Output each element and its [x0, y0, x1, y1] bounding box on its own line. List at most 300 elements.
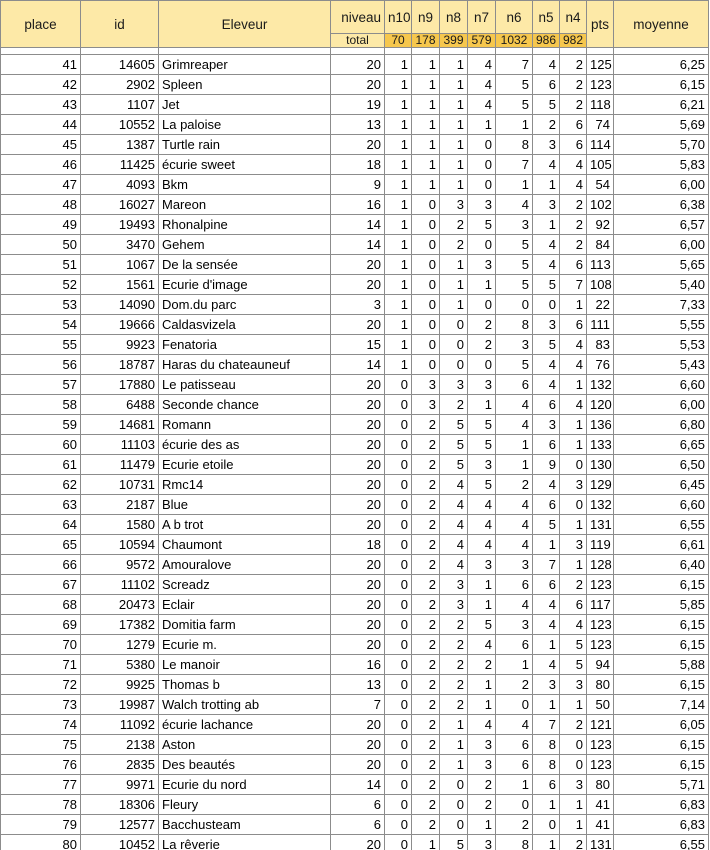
cell-eleveur[interactable]: Rhonalpine: [159, 215, 331, 235]
cell-n7[interactable]: 2: [468, 655, 496, 675]
cell-n7[interactable]: 1: [468, 275, 496, 295]
cell-n8[interactable]: 2: [440, 635, 468, 655]
cell-n4[interactable]: 3: [560, 475, 587, 495]
cell-place[interactable]: 47: [1, 175, 81, 195]
table-row[interactable]: [1, 535, 709, 555]
cell-id[interactable]: 14090: [81, 295, 159, 315]
cell-n5[interactable]: 4: [533, 155, 560, 175]
cell-n9[interactable]: 0: [412, 315, 440, 335]
cell-n8[interactable]: 2: [440, 235, 468, 255]
cell-pts[interactable]: 41: [587, 815, 614, 835]
cell-n4[interactable]: 2: [560, 75, 587, 95]
cell-n9[interactable]: 3: [412, 395, 440, 415]
table-row[interactable]: [1, 175, 709, 195]
cell-n6[interactable]: 3: [496, 215, 533, 235]
cell-id[interactable]: 1107: [81, 95, 159, 115]
table-row[interactable]: [1, 55, 709, 75]
cell-id[interactable]: 14605: [81, 55, 159, 75]
cell-n10[interactable]: 1: [385, 335, 412, 355]
header-total[interactable]: total: [331, 34, 385, 48]
cell-n9[interactable]: 0: [412, 255, 440, 275]
cell-n7[interactable]: 3: [468, 735, 496, 755]
header-moyenne[interactable]: moyenne: [614, 1, 709, 48]
cell-n8[interactable]: 4: [440, 475, 468, 495]
cell-pts[interactable]: 111: [587, 315, 614, 335]
cell-n6[interactable]: 6: [496, 375, 533, 395]
cell-eleveur[interactable]: Walch trotting ab: [159, 695, 331, 715]
cell-niveau[interactable]: 13: [331, 115, 385, 135]
cell-n4[interactable]: 2: [560, 55, 587, 75]
cell-n5[interactable]: 7: [533, 715, 560, 735]
cell-n10[interactable]: 0: [385, 575, 412, 595]
cell-n9[interactable]: 2: [412, 535, 440, 555]
cell-n6[interactable]: 5: [496, 275, 533, 295]
cell-pts[interactable]: 131: [587, 515, 614, 535]
cell-niveau[interactable]: 20: [331, 375, 385, 395]
cell-n9[interactable]: 0: [412, 215, 440, 235]
cell-place[interactable]: 43: [1, 95, 81, 115]
cell-pts[interactable]: 132: [587, 375, 614, 395]
cell-moyenne[interactable]: 5,69: [614, 115, 709, 135]
cell-n4[interactable]: 2: [560, 195, 587, 215]
cell-eleveur[interactable]: Caldasvizela: [159, 315, 331, 335]
cell-niveau[interactable]: 6: [331, 815, 385, 835]
cell-place[interactable]: 54: [1, 315, 81, 335]
cell-n5[interactable]: 6: [533, 435, 560, 455]
cell-place[interactable]: 75: [1, 735, 81, 755]
cell-place[interactable]: 77: [1, 775, 81, 795]
cell-eleveur[interactable]: Bkm: [159, 175, 331, 195]
cell-n4[interactable]: 2: [560, 95, 587, 115]
cell-n8[interactable]: 5: [440, 835, 468, 850]
cell-n5[interactable]: 1: [533, 835, 560, 850]
header-niveau[interactable]: niveau: [331, 1, 385, 34]
cell-pts[interactable]: 123: [587, 635, 614, 655]
total-n5[interactable]: 986: [533, 34, 560, 48]
table-row[interactable]: [1, 215, 709, 235]
cell-n9[interactable]: 0: [412, 235, 440, 255]
cell-id[interactable]: 9923: [81, 335, 159, 355]
cell-pts[interactable]: 92: [587, 215, 614, 235]
cell-n6[interactable]: 8: [496, 315, 533, 335]
cell-n5[interactable]: 3: [533, 675, 560, 695]
cell-n4[interactable]: 6: [560, 595, 587, 615]
cell-moyenne[interactable]: 7,14: [614, 695, 709, 715]
table-row[interactable]: [1, 295, 709, 315]
cell-n7[interactable]: 1: [468, 815, 496, 835]
cell-pts[interactable]: 113: [587, 255, 614, 275]
cell-moyenne[interactable]: 6,00: [614, 235, 709, 255]
cell-place[interactable]: 68: [1, 595, 81, 615]
table-row[interactable]: [1, 135, 709, 155]
cell-n8[interactable]: 0: [440, 355, 468, 375]
cell-n8[interactable]: 1: [440, 255, 468, 275]
cell-n10[interactable]: 1: [385, 195, 412, 215]
cell-moyenne[interactable]: 6,50: [614, 455, 709, 475]
cell-n6[interactable]: 3: [496, 615, 533, 635]
cell-eleveur[interactable]: Des beautés: [159, 755, 331, 775]
cell-n7[interactable]: 2: [468, 795, 496, 815]
cell-eleveur[interactable]: A b trot: [159, 515, 331, 535]
cell-moyenne[interactable]: 6,15: [614, 75, 709, 95]
cell-n4[interactable]: 1: [560, 415, 587, 435]
cell-n4[interactable]: 6: [560, 135, 587, 155]
cell-n7[interactable]: 1: [468, 575, 496, 595]
cell-n9[interactable]: 2: [412, 755, 440, 775]
cell-niveau[interactable]: 20: [331, 755, 385, 775]
cell-n9[interactable]: 1: [412, 155, 440, 175]
cell-n10[interactable]: 1: [385, 315, 412, 335]
cell-pts[interactable]: 119: [587, 535, 614, 555]
cell-moyenne[interactable]: 6,38: [614, 195, 709, 215]
cell-place[interactable]: 76: [1, 755, 81, 775]
cell-n8[interactable]: 1: [440, 95, 468, 115]
cell-place[interactable]: 45: [1, 135, 81, 155]
cell-n4[interactable]: 6: [560, 315, 587, 335]
cell-pts[interactable]: 83: [587, 335, 614, 355]
cell-place[interactable]: 59: [1, 415, 81, 435]
total-n9[interactable]: 178: [412, 34, 440, 48]
cell-place[interactable]: 52: [1, 275, 81, 295]
cell-niveau[interactable]: 6: [331, 795, 385, 815]
cell-place[interactable]: 46: [1, 155, 81, 175]
cell-n5[interactable]: 8: [533, 755, 560, 775]
cell-moyenne[interactable]: 6,45: [614, 475, 709, 495]
cell-eleveur[interactable]: De la sensée: [159, 255, 331, 275]
cell-n6[interactable]: 5: [496, 255, 533, 275]
cell-n5[interactable]: 4: [533, 55, 560, 75]
table-row[interactable]: [1, 275, 709, 295]
cell-niveau[interactable]: 18: [331, 535, 385, 555]
cell-n5[interactable]: 1: [533, 535, 560, 555]
cell-n6[interactable]: 8: [496, 835, 533, 850]
cell-n8[interactable]: 4: [440, 495, 468, 515]
cell-n5[interactable]: 2: [533, 115, 560, 135]
cell-place[interactable]: 73: [1, 695, 81, 715]
cell-place[interactable]: 42: [1, 75, 81, 95]
cell-n5[interactable]: 1: [533, 175, 560, 195]
cell-n5[interactable]: 5: [533, 275, 560, 295]
cell-n10[interactable]: 0: [385, 495, 412, 515]
cell-niveau[interactable]: 3: [331, 295, 385, 315]
cell-n7[interactable]: 2: [468, 335, 496, 355]
cell-moyenne[interactable]: 7,33: [614, 295, 709, 315]
header-place[interactable]: place: [1, 1, 81, 48]
cell-n6[interactable]: 2: [496, 815, 533, 835]
cell-n6[interactable]: 6: [496, 735, 533, 755]
cell-id[interactable]: 1561: [81, 275, 159, 295]
cell-n10[interactable]: 0: [385, 455, 412, 475]
table-row[interactable]: [1, 355, 709, 375]
header-n8[interactable]: n8: [440, 1, 468, 34]
cell-n10[interactable]: 1: [385, 175, 412, 195]
cell-eleveur[interactable]: Dom.du parc: [159, 295, 331, 315]
cell-n7[interactable]: 2: [468, 315, 496, 335]
cell-id[interactable]: 11092: [81, 715, 159, 735]
cell-n6[interactable]: 1: [496, 655, 533, 675]
cell-niveau[interactable]: 20: [331, 575, 385, 595]
cell-n4[interactable]: 2: [560, 575, 587, 595]
cell-n6[interactable]: 1: [496, 455, 533, 475]
cell-pts[interactable]: 132: [587, 495, 614, 515]
cell-n4[interactable]: 2: [560, 235, 587, 255]
cell-eleveur[interactable]: Aston: [159, 735, 331, 755]
cell-n6[interactable]: 2: [496, 675, 533, 695]
cell-moyenne[interactable]: 5,70: [614, 135, 709, 155]
cell-n7[interactable]: 5: [468, 415, 496, 435]
cell-n5[interactable]: 5: [533, 515, 560, 535]
cell-n7[interactable]: 1: [468, 695, 496, 715]
cell-niveau[interactable]: 20: [331, 555, 385, 575]
cell-moyenne[interactable]: 5,88: [614, 655, 709, 675]
cell-n10[interactable]: 0: [385, 515, 412, 535]
cell-n9[interactable]: 2: [412, 715, 440, 735]
cell-n6[interactable]: 3: [496, 555, 533, 575]
cell-n10[interactable]: 0: [385, 595, 412, 615]
cell-n4[interactable]: 0: [560, 755, 587, 775]
cell-n4[interactable]: 0: [560, 735, 587, 755]
cell-n6[interactable]: 4: [496, 415, 533, 435]
table-row[interactable]: [1, 655, 709, 675]
cell-eleveur[interactable]: Romann: [159, 415, 331, 435]
cell-n7[interactable]: 3: [468, 755, 496, 775]
cell-n4[interactable]: 3: [560, 535, 587, 555]
cell-moyenne[interactable]: 6,80: [614, 415, 709, 435]
cell-niveau[interactable]: 20: [331, 515, 385, 535]
header-n5[interactable]: n5: [533, 1, 560, 34]
cell-id[interactable]: 9572: [81, 555, 159, 575]
header-eleveur[interactable]: Eleveur: [159, 1, 331, 48]
cell-pts[interactable]: 120: [587, 395, 614, 415]
cell-n5[interactable]: 3: [533, 135, 560, 155]
cell-niveau[interactable]: 20: [331, 475, 385, 495]
cell-n6[interactable]: 0: [496, 795, 533, 815]
cell-niveau[interactable]: 13: [331, 675, 385, 695]
cell-n10[interactable]: 0: [385, 695, 412, 715]
cell-n8[interactable]: 3: [440, 575, 468, 595]
cell-moyenne[interactable]: 6,15: [614, 675, 709, 695]
cell-eleveur[interactable]: Turtle rain: [159, 135, 331, 155]
cell-place[interactable]: 71: [1, 655, 81, 675]
cell-place[interactable]: 53: [1, 295, 81, 315]
cell-n10[interactable]: 1: [385, 55, 412, 75]
cell-eleveur[interactable]: Ecurie m.: [159, 635, 331, 655]
cell-n10[interactable]: 1: [385, 215, 412, 235]
cell-id[interactable]: 11425: [81, 155, 159, 175]
cell-n6[interactable]: 5: [496, 75, 533, 95]
cell-n5[interactable]: 4: [533, 475, 560, 495]
cell-eleveur[interactable]: écurie lachance: [159, 715, 331, 735]
cell-moyenne[interactable]: 6,57: [614, 215, 709, 235]
table-row[interactable]: [1, 315, 709, 335]
cell-n9[interactable]: 1: [412, 115, 440, 135]
cell-n6[interactable]: 5: [496, 95, 533, 115]
cell-n7[interactable]: 4: [468, 635, 496, 655]
cell-n10[interactable]: 0: [385, 675, 412, 695]
cell-pts[interactable]: 121: [587, 715, 614, 735]
cell-niveau[interactable]: 16: [331, 195, 385, 215]
cell-niveau[interactable]: 19: [331, 95, 385, 115]
cell-n10[interactable]: 1: [385, 255, 412, 275]
cell-moyenne[interactable]: 6,55: [614, 515, 709, 535]
cell-id[interactable]: 19493: [81, 215, 159, 235]
cell-n8[interactable]: 4: [440, 535, 468, 555]
cell-n5[interactable]: 1: [533, 215, 560, 235]
cell-place[interactable]: 58: [1, 395, 81, 415]
cell-n7[interactable]: 5: [468, 435, 496, 455]
cell-n9[interactable]: 2: [412, 815, 440, 835]
cell-n10[interactable]: 0: [385, 415, 412, 435]
table-row[interactable]: [1, 755, 709, 775]
cell-n4[interactable]: 1: [560, 295, 587, 315]
cell-n10[interactable]: 0: [385, 435, 412, 455]
cell-niveau[interactable]: 14: [331, 235, 385, 255]
table-row[interactable]: [1, 335, 709, 355]
cell-moyenne[interactable]: 5,85: [614, 595, 709, 615]
cell-n5[interactable]: 4: [533, 375, 560, 395]
cell-n9[interactable]: 1: [412, 135, 440, 155]
cell-id[interactable]: 2835: [81, 755, 159, 775]
cell-place[interactable]: 72: [1, 675, 81, 695]
cell-n5[interactable]: 6: [533, 395, 560, 415]
cell-n7[interactable]: 1: [468, 595, 496, 615]
cell-niveau[interactable]: 20: [331, 255, 385, 275]
cell-pts[interactable]: 108: [587, 275, 614, 295]
cell-n8[interactable]: 1: [440, 295, 468, 315]
table-row[interactable]: [1, 715, 709, 735]
cell-moyenne[interactable]: 6,83: [614, 795, 709, 815]
cell-n10[interactable]: 0: [385, 395, 412, 415]
cell-place[interactable]: 70: [1, 635, 81, 655]
cell-id[interactable]: 16027: [81, 195, 159, 215]
header-n4[interactable]: n4: [560, 1, 587, 34]
cell-niveau[interactable]: 20: [331, 835, 385, 850]
cell-place[interactable]: 66: [1, 555, 81, 575]
cell-place[interactable]: 60: [1, 435, 81, 455]
cell-n4[interactable]: 3: [560, 775, 587, 795]
cell-pts[interactable]: 76: [587, 355, 614, 375]
cell-n6[interactable]: 4: [496, 195, 533, 215]
cell-niveau[interactable]: 20: [331, 715, 385, 735]
cell-n8[interactable]: 4: [440, 515, 468, 535]
cell-n9[interactable]: 2: [412, 775, 440, 795]
table-row[interactable]: [1, 415, 709, 435]
cell-n8[interactable]: 3: [440, 595, 468, 615]
cell-n4[interactable]: 2: [560, 835, 587, 850]
cell-niveau[interactable]: 14: [331, 215, 385, 235]
header-n6[interactable]: n6: [496, 1, 533, 34]
cell-moyenne[interactable]: 6,61: [614, 535, 709, 555]
cell-pts[interactable]: 80: [587, 675, 614, 695]
header-n7[interactable]: n7: [468, 1, 496, 34]
cell-n7[interactable]: 3: [468, 375, 496, 395]
cell-n6[interactable]: 2: [496, 475, 533, 495]
cell-id[interactable]: 4093: [81, 175, 159, 195]
cell-id[interactable]: 2902: [81, 75, 159, 95]
cell-n7[interactable]: 3: [468, 195, 496, 215]
cell-n4[interactable]: 6: [560, 255, 587, 275]
cell-n8[interactable]: 3: [440, 195, 468, 215]
cell-id[interactable]: 11102: [81, 575, 159, 595]
cell-n8[interactable]: 1: [440, 275, 468, 295]
cell-n10[interactable]: 1: [385, 95, 412, 115]
cell-moyenne[interactable]: 5,53: [614, 335, 709, 355]
cell-n8[interactable]: 5: [440, 415, 468, 435]
cell-pts[interactable]: 41: [587, 795, 614, 815]
cell-n6[interactable]: 6: [496, 635, 533, 655]
cell-n10[interactable]: 0: [385, 775, 412, 795]
cell-pts[interactable]: 105: [587, 155, 614, 175]
cell-n9[interactable]: 2: [412, 495, 440, 515]
cell-eleveur[interactable]: Le patisseau: [159, 375, 331, 395]
cell-moyenne[interactable]: 6,21: [614, 95, 709, 115]
cell-n6[interactable]: 4: [496, 495, 533, 515]
cell-id[interactable]: 10552: [81, 115, 159, 135]
cell-n7[interactable]: 0: [468, 295, 496, 315]
cell-n9[interactable]: 2: [412, 455, 440, 475]
cell-n5[interactable]: 3: [533, 195, 560, 215]
cell-place[interactable]: 69: [1, 615, 81, 635]
cell-n9[interactable]: 2: [412, 635, 440, 655]
cell-n7[interactable]: 4: [468, 95, 496, 115]
table-row[interactable]: [1, 635, 709, 655]
header-n10[interactable]: n10: [385, 1, 412, 34]
cell-n8[interactable]: 5: [440, 455, 468, 475]
cell-niveau[interactable]: 20: [331, 75, 385, 95]
cell-pts[interactable]: 123: [587, 755, 614, 775]
cell-n8[interactable]: 1: [440, 755, 468, 775]
cell-n7[interactable]: 0: [468, 235, 496, 255]
table-row[interactable]: [1, 75, 709, 95]
cell-n4[interactable]: 4: [560, 155, 587, 175]
cell-n9[interactable]: 1: [412, 55, 440, 75]
cell-id[interactable]: 2187: [81, 495, 159, 515]
cell-niveau[interactable]: 20: [331, 595, 385, 615]
cell-moyenne[interactable]: 6,65: [614, 435, 709, 455]
cell-moyenne[interactable]: 5,43: [614, 355, 709, 375]
cell-n5[interactable]: 1: [533, 695, 560, 715]
cell-n10[interactable]: 1: [385, 295, 412, 315]
cell-n7[interactable]: 4: [468, 715, 496, 735]
cell-id[interactable]: 19666: [81, 315, 159, 335]
header-id[interactable]: id: [81, 1, 159, 48]
cell-n4[interactable]: 0: [560, 455, 587, 475]
cell-moyenne[interactable]: 5,71: [614, 775, 709, 795]
cell-n6[interactable]: 6: [496, 575, 533, 595]
cell-place[interactable]: 64: [1, 515, 81, 535]
cell-eleveur[interactable]: Ecurie du nord: [159, 775, 331, 795]
cell-n7[interactable]: 4: [468, 55, 496, 75]
cell-moyenne[interactable]: 6,25: [614, 55, 709, 75]
cell-n9[interactable]: 0: [412, 195, 440, 215]
cell-id[interactable]: 11479: [81, 455, 159, 475]
cell-id[interactable]: 17880: [81, 375, 159, 395]
cell-eleveur[interactable]: Grimreaper: [159, 55, 331, 75]
cell-n7[interactable]: 0: [468, 135, 496, 155]
cell-niveau[interactable]: 20: [331, 55, 385, 75]
cell-n4[interactable]: 5: [560, 635, 587, 655]
cell-n7[interactable]: 3: [468, 455, 496, 475]
table-row[interactable]: [1, 835, 709, 850]
cell-n6[interactable]: 1: [496, 435, 533, 455]
cell-n7[interactable]: 0: [468, 155, 496, 175]
cell-n10[interactable]: 1: [385, 275, 412, 295]
cell-n5[interactable]: 6: [533, 75, 560, 95]
table-row[interactable]: [1, 615, 709, 635]
cell-niveau[interactable]: 20: [331, 135, 385, 155]
cell-moyenne[interactable]: 6,05: [614, 715, 709, 735]
cell-eleveur[interactable]: Gehem: [159, 235, 331, 255]
